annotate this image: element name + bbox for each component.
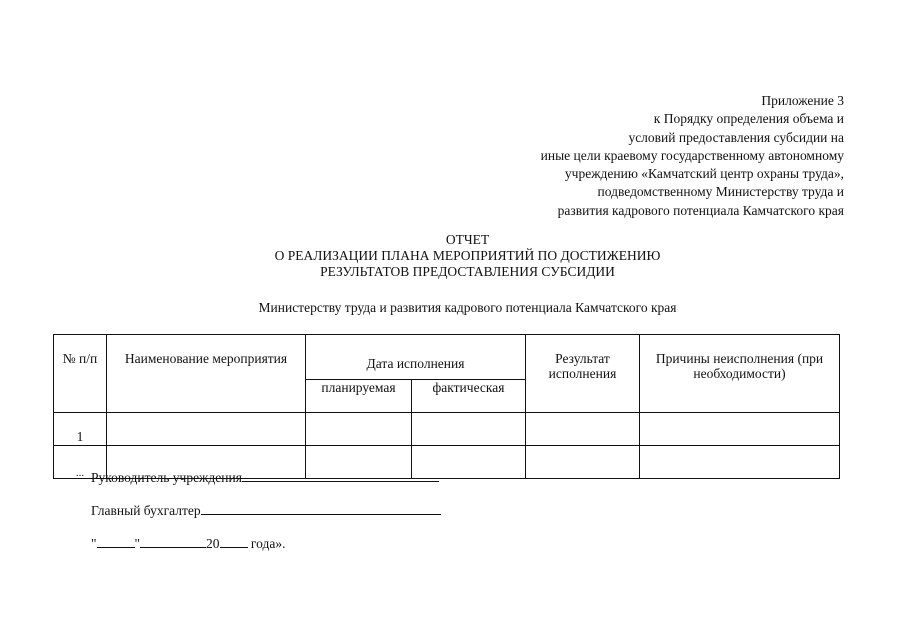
report-table <box>53 334 840 479</box>
date-month-line <box>140 535 206 548</box>
header-reasons: Причины неисполнения (при необходимости) <box>640 335 840 413</box>
title-line-3: РЕЗУЛЬТАТОВ ПРЕДОСТАВЛЕНИЯ СУБСИДИИ <box>320 264 615 279</box>
date-year-prefix: 20 <box>206 536 220 551</box>
appendix-block <box>541 92 844 220</box>
header-date: Дата исполнения <box>306 335 526 380</box>
signature-head-label: Руководитель учреждения <box>91 470 242 485</box>
signature-accountant-line <box>201 502 441 515</box>
appendix-line: иные цели краевому государственному автономному <box>540 147 844 163</box>
signature-accountant <box>91 502 441 519</box>
table-cell <box>640 413 840 446</box>
table-cell <box>306 413 412 446</box>
addressee-line: Министерству труда и развития кадрового потенциала Камчатского края <box>258 300 677 315</box>
report-title <box>0 232 905 280</box>
header-name: Наименование мероприятия <box>107 335 306 413</box>
date-quote-open: " <box>91 536 97 551</box>
table-cell <box>107 413 306 446</box>
appendix-line: Приложение 3 <box>761 93 844 108</box>
table-cell <box>412 413 526 446</box>
header-num: № п/п <box>54 335 107 413</box>
header-result: Результат исполнения <box>526 335 640 413</box>
title-line-1: ОТЧЕТ <box>445 232 490 247</box>
appendix-line: к Порядку определения объема и <box>653 111 844 127</box>
appendix-line: развития кадрового потенциала Камчатского края <box>557 202 844 218</box>
appendix-line: подведомственному Министерству труда и <box>597 184 844 200</box>
signature-head <box>91 469 439 486</box>
appendix-line: учреждению «Камчатский центр охраны труда», <box>564 166 844 182</box>
date-quote-close: " <box>134 536 141 551</box>
signature-date <box>91 535 285 552</box>
table-cell <box>526 446 640 479</box>
header-actual: фактическая <box>412 380 526 413</box>
title-line-2: О РЕАЛИЗАЦИИ ПЛАНА МЕРОПРИЯТИЙ ПО ДОСТИЖЕНИЮ <box>274 248 661 263</box>
header-planned: планируемая <box>306 380 412 413</box>
signature-head-line <box>242 469 439 482</box>
date-day-line <box>97 535 135 548</box>
date-year-line <box>220 535 248 548</box>
table-row <box>54 413 840 446</box>
row-number: ... <box>54 446 107 479</box>
row-number: 1 <box>54 413 107 446</box>
signature-accountant-label: Главный бухгалтер <box>91 503 201 518</box>
table-cell <box>526 413 640 446</box>
appendix-line: условий предоставления субсидии на <box>628 129 844 145</box>
table-cell <box>640 446 840 479</box>
date-suffix: года». <box>247 536 286 551</box>
